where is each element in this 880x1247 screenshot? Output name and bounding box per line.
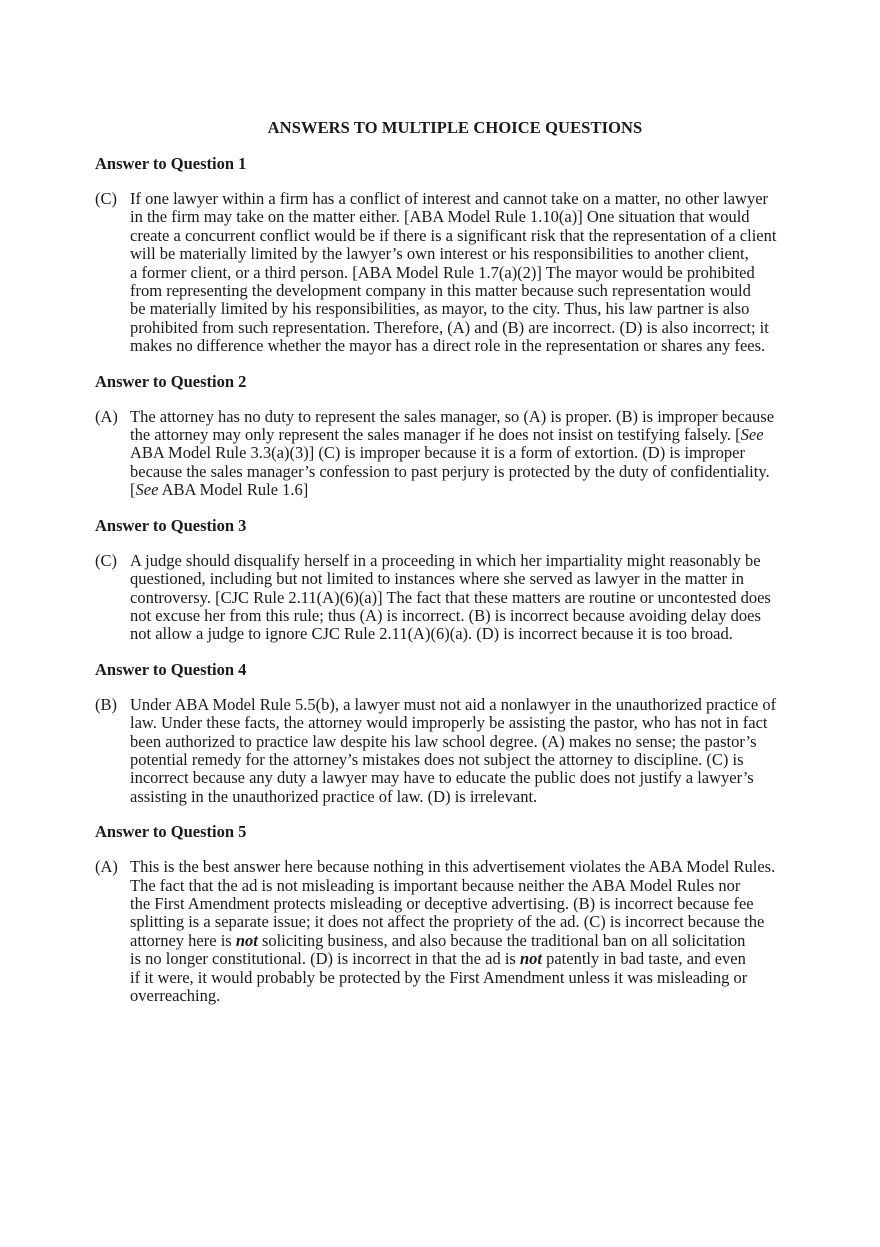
answer-text-line: is no longer constitutional. (D) is incorrect in that the ad is not patently in bad taste, and even [130,949,746,969]
answers-list [95,154,815,1005]
answer-text-line: not allow a judge to ignore CJC Rule 2.11(A)(6)(a). (D) is incorrect because it is too broad. [130,624,733,644]
answer-text-line: not excuse her from this rule; thus (A) is incorrect. (B) is incorrect because avoiding delay does [130,605,761,625]
answer-text-line: overreaching. [130,986,221,1005]
answer-text-line: if it were, it would probably be protected by the First Amendment unless it was misleading or [130,967,748,987]
answer-text-line: be materially limited by his responsibilities, as mayor, to the city. Thus, his law partner is also [130,299,750,319]
answer-body [95,552,815,644]
answer-choice-label: (B) [95,694,117,714]
answer-text-line: been authorized to practice law despite his law school degree. (A) makes no sense; the pastor’s [130,731,757,751]
answer-text-line: create a concurrent conflict would be if there is a significant risk that the representation of a client [130,225,777,245]
emphasis-text: See [135,480,159,500]
answer-body [95,408,815,500]
answer-text-line: the attorney may only represent the sales manager if he does not insist on testifying falsely. [See [130,425,764,445]
answer-text-line: attorney here is not soliciting business, and also because the traditional ban on all solicitation [130,930,746,950]
answer-text-line: questioned, including but not limited to instances where she served as lawyer in the matter in [130,569,745,589]
answer-heading: Answer to Question 4 [95,659,247,679]
answer-heading: Answer to Question 3 [95,515,247,535]
answer-text-line: [See ABA Model Rule 1.6] [130,480,309,500]
answer-text-line: in the firm may take on the matter either. [ABA Model Rule 1.10(a)] One situation that would [130,207,750,227]
answer-text-line: incorrect because any duty a lawyer may have to educate the public does not justify a lawyer’s [130,768,754,788]
answer-heading: Answer to Question 2 [95,371,247,391]
answer-text-line: A judge should disqualify herself in a proceeding in which her impartiality might reasonably be [130,550,761,570]
answer-body [95,858,815,1005]
emphasis-text: not [235,930,258,950]
answer-text-line: The fact that the ad is not misleading is important because neither the ABA Model Rules nor [130,875,741,895]
answer-text-line: because the sales manager’s confession to past perjury is protected by the duty of confidentiality. [130,461,770,481]
answer-text-line: Under ABA Model Rule 5.5(b), a lawyer must not aid a nonlawyer in the unauthorized practice of [130,694,777,714]
answer-choice-label: (A) [95,406,118,426]
document-page [95,118,815,1021]
answer-text-line: The attorney has no duty to represent the sales manager, so (A) is proper. (B) is improper because [130,406,775,426]
emphasis-text: See [740,425,764,445]
answer-text-line: ABA Model Rule 3.3(a)(3)] (C) is improper because it is a form of extortion. (D) is improper [130,443,745,463]
answer-text-line: law. Under these facts, the attorney would improperly be assisting the pastor, who has not in fact [130,713,768,733]
answer-text-line: assisting in the unauthorized practice of law. (D) is irrelevant. [130,786,538,806]
answer-text-line: potential remedy for the attorney’s mistakes does not subject the attorney to discipline. (C) is [130,749,744,769]
answer-choice-label: (C) [95,550,117,570]
answer-text-line: If one lawyer within a firm has a conflict of interest and cannot take on a matter, no other lawyer [130,189,769,208]
page-title: ANSWERS TO MULTIPLE CHOICE QUESTIONS [267,118,643,137]
answer-text-line: prohibited from such representation. Therefore, (A) and (B) are incorrect. (D) is also incorrect; it [130,317,769,337]
answer-body [95,190,815,356]
answer-text-line: makes no difference whether the mayor has a direct role in the representation or shares any fees. [130,336,766,356]
answer-heading: Answer to Question 5 [95,822,247,842]
answer-heading: Answer to Question 1 [95,154,247,173]
answer-choice-label: (A) [95,857,118,877]
answer-text-line: the First Amendment protects misleading or deceptive advertising. (B) is incorrect because fee [130,893,754,913]
answer-text-line: controversy. [CJC Rule 2.11(A)(6)(a)] The fact that these matters are routine or uncontested does [130,587,771,607]
emphasis-text: not [519,949,542,969]
answer-text-line: This is the best answer here because nothing in this advertisement violates the ABA Model Rules. [130,857,776,877]
answer-body [95,696,815,806]
answer-text-line: from representing the development company in this matter because such representation would [130,281,751,301]
answer-text-line: will be materially limited by the lawyer’s own interest or his responsibilities to another client, [130,244,749,264]
answer-text-line: splitting is a separate issue; it does not affect the propriety of the ad. (C) is incorrect because the [130,912,765,932]
answer-choice-label: (C) [95,189,117,208]
answer-text-line: a former client, or a third person. [ABA Model Rule 1.7(a)(2)] The mayor would be prohibited [130,262,755,282]
